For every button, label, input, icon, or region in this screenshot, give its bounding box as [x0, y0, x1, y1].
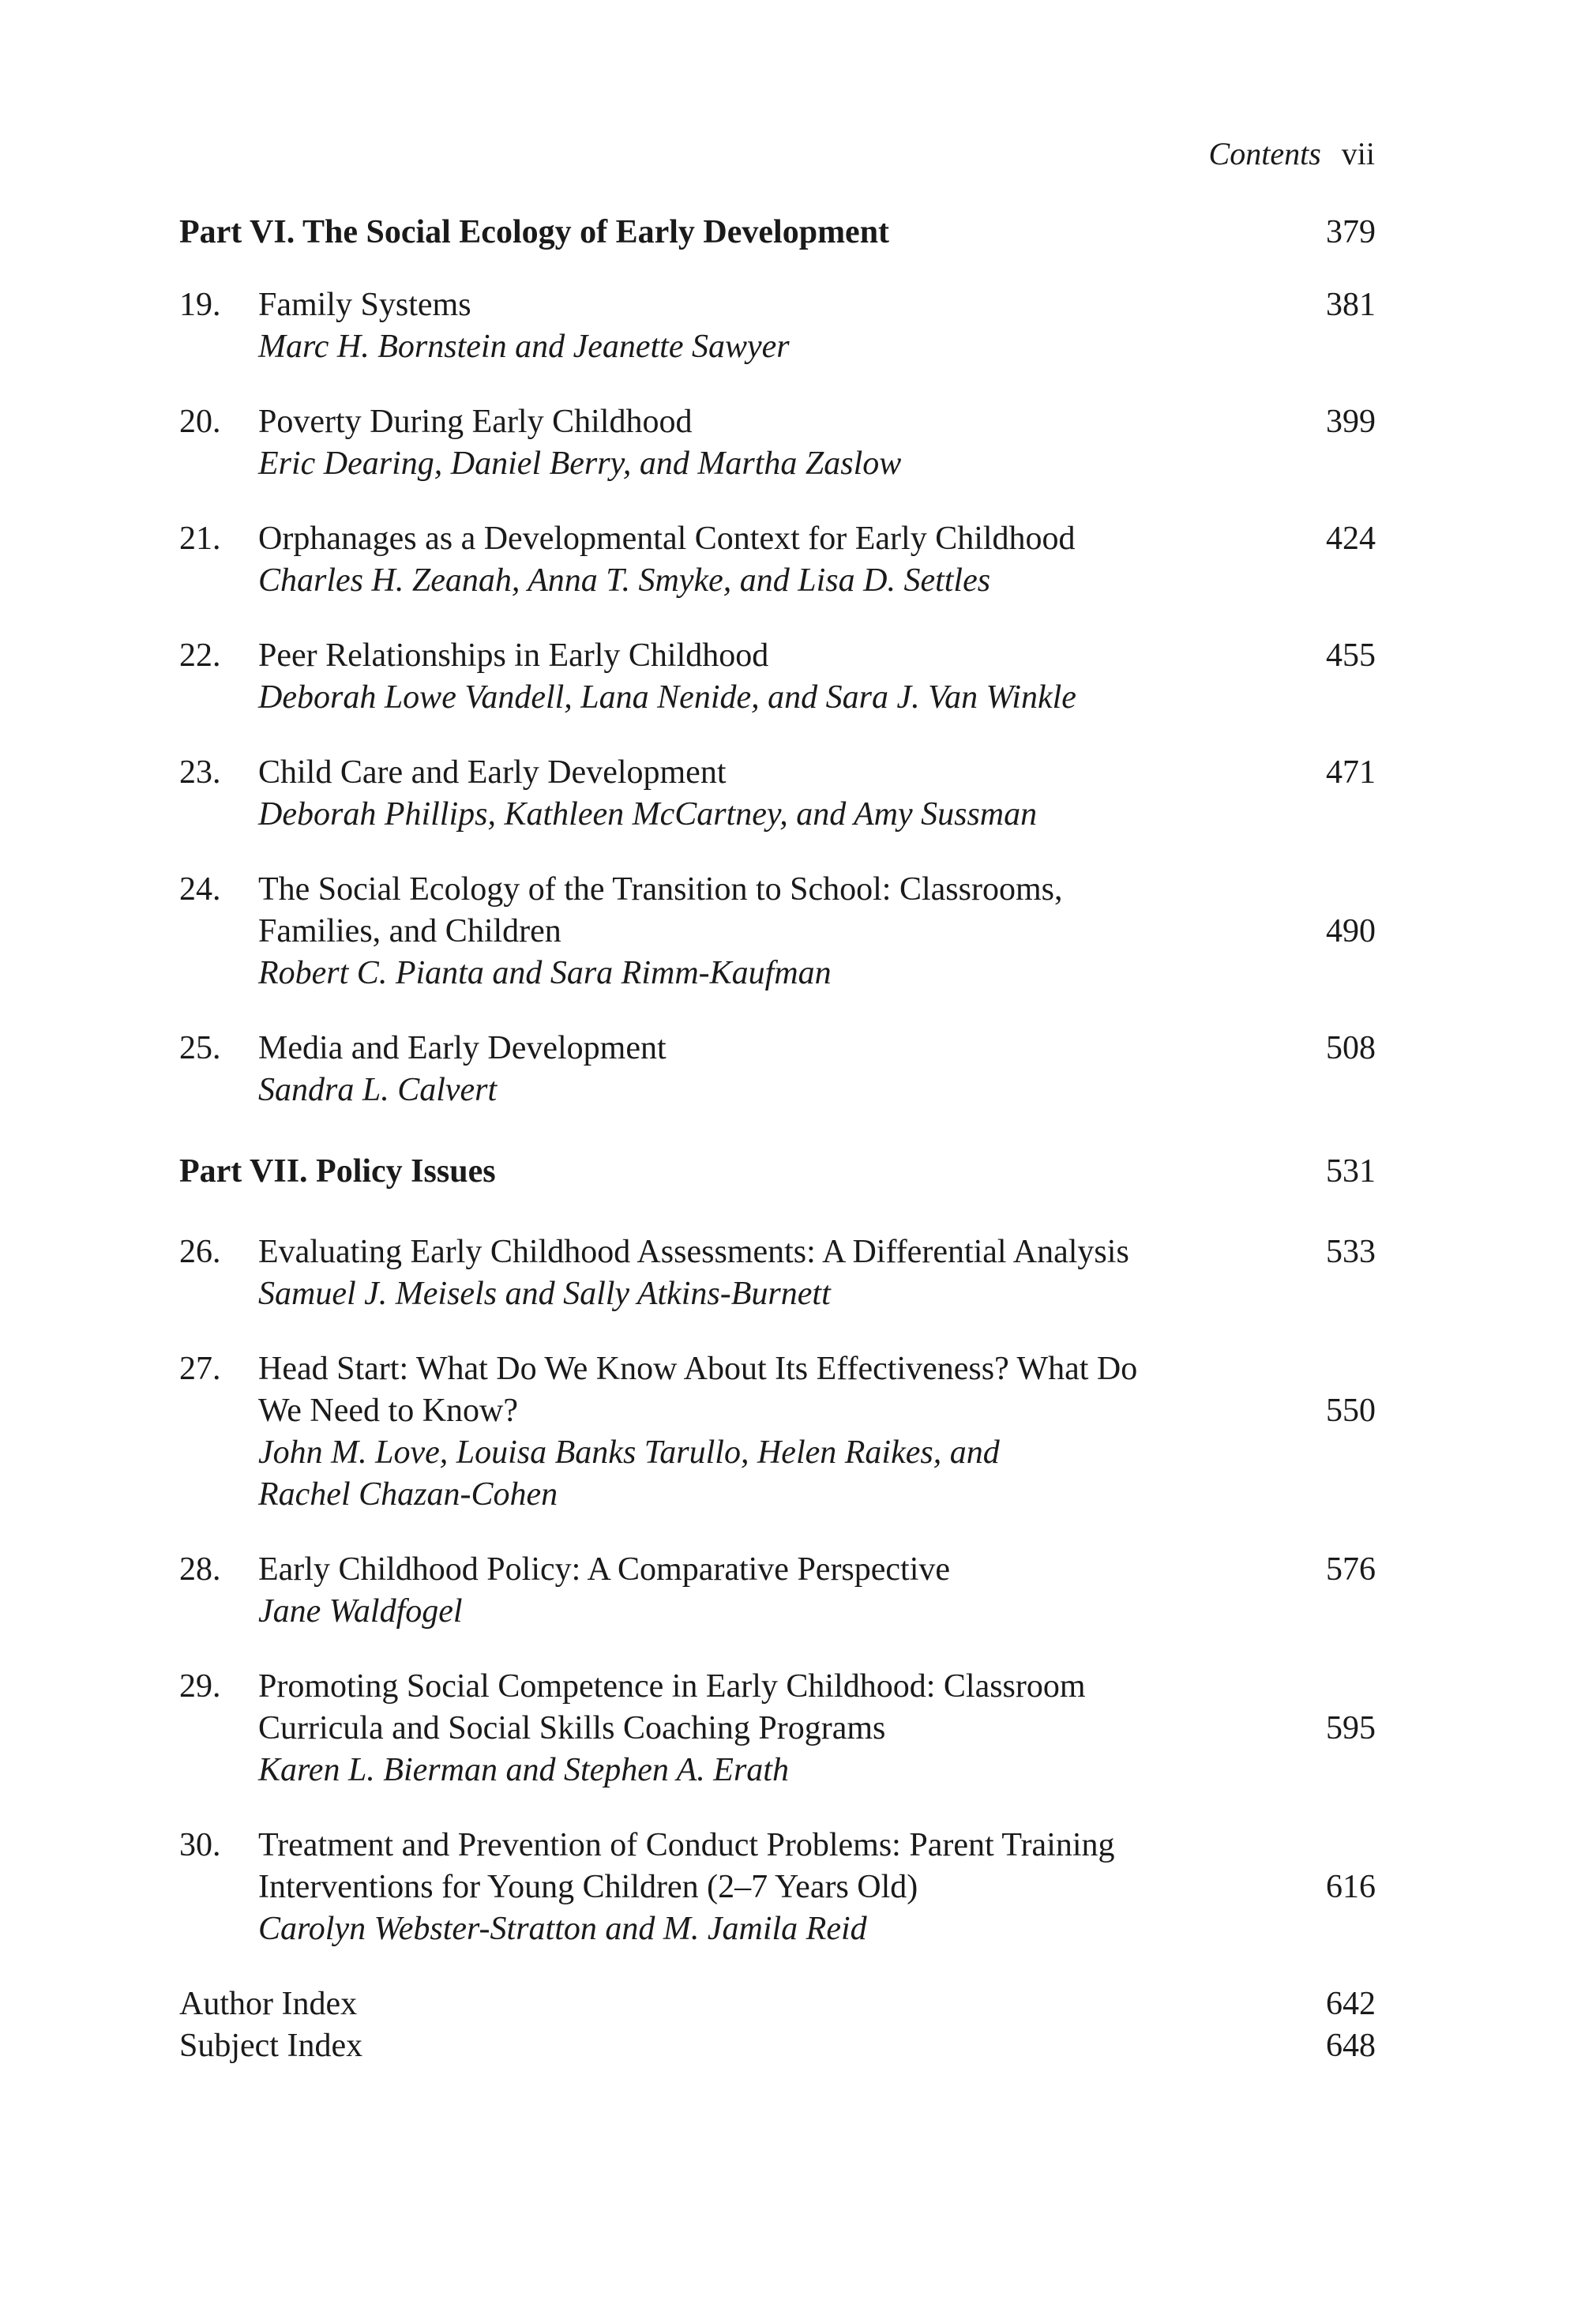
chapter-authors: Karen L. Bierman and Stephen A. Erath — [258, 1752, 789, 1788]
chapter-title: The Social Ecology of the Transition to School: Classrooms, — [258, 871, 1063, 908]
chapter-authors: Samuel J. Meisels and Sally Atkins-Burnett — [258, 1276, 831, 1312]
chapter-number: 26. — [179, 1234, 221, 1270]
chapter-number: 25. — [179, 1030, 221, 1066]
chapter-authors: John M. Love, Louisa Banks Tarullo, Helen Raikes, and — [258, 1434, 1000, 1471]
part-heading — [179, 1151, 1376, 1192]
chapter-title-row — [258, 1231, 1376, 1273]
chapter-title: Early Childhood Policy: A Comparative Perspective — [258, 1551, 951, 1588]
chapter-authors: Jane Waldfogel — [258, 1593, 463, 1630]
index-page: 642 — [1326, 1986, 1376, 2022]
chapter-page: 471 — [1326, 754, 1376, 791]
chapter-title: Interventions for Young Children (2–7 Years Old) — [258, 1869, 918, 1905]
chapter-number: 22. — [179, 637, 221, 674]
toc-entry — [179, 1549, 1376, 1633]
table-of-contents — [179, 212, 1376, 2067]
chapter-page: 550 — [1326, 1393, 1376, 1429]
chapter-list-part-6 — [179, 284, 1376, 1111]
chapter-number: 29. — [179, 1668, 221, 1705]
part-heading — [179, 212, 1376, 253]
chapter-title: Family Systems — [258, 287, 471, 323]
chapter-page: 381 — [1326, 287, 1376, 323]
chapter-title: Evaluating Early Childhood Assessments: A Differential Analysis — [258, 1234, 1129, 1270]
toc-entry — [179, 1825, 1376, 1950]
chapter-authors: Charles H. Zeanah, Anna T. Smyke, and Lisa D. Settles — [258, 562, 991, 599]
index-entry — [179, 1983, 1376, 2025]
chapter-title-row — [258, 1708, 1376, 1750]
part-page: 531 — [1326, 1153, 1376, 1190]
chapter-title-row — [258, 752, 1376, 794]
chapter-number: 27. — [179, 1351, 221, 1387]
toc-entry — [179, 1666, 1376, 1791]
chapter-authors: Marc H. Bornstein and Jeanette Sawyer — [258, 329, 790, 365]
chapter-title-row — [258, 518, 1376, 560]
chapter-title-row — [258, 401, 1376, 443]
chapter-title: Child Care and Early Development — [258, 754, 727, 791]
chapter-title-row — [258, 284, 1376, 326]
index-page: 648 — [1326, 2028, 1376, 2064]
running-head — [1209, 134, 1375, 174]
toc-entry — [179, 752, 1376, 836]
toc-entry — [179, 401, 1376, 485]
chapter-authors: Robert C. Pianta and Sara Rimm-Kaufman — [258, 955, 832, 991]
toc-entry — [179, 869, 1376, 994]
index-label: Subject Index — [179, 2028, 363, 2064]
chapter-title: Treatment and Prevention of Conduct Problems: Parent Training — [258, 1827, 1115, 1863]
toc-entry — [179, 1231, 1376, 1315]
chapter-title: Orphanages as a Developmental Context for Early Childhood — [258, 521, 1076, 557]
chapter-title-row — [258, 911, 1376, 953]
chapter-title-row — [258, 1390, 1376, 1432]
chapter-title: Curricula and Social Skills Coaching Programs — [258, 1710, 886, 1746]
chapter-number: 21. — [179, 521, 221, 557]
chapter-title-row — [258, 635, 1376, 677]
chapter-page: 490 — [1326, 913, 1376, 949]
chapter-authors: Deborah Lowe Vandell, Lana Nenide, and Sara J. Van Winkle — [258, 679, 1076, 716]
chapter-page: 424 — [1326, 521, 1376, 557]
chapter-title: Media and Early Development — [258, 1030, 667, 1066]
part-page: 379 — [1326, 214, 1376, 250]
toc-entry — [179, 518, 1376, 602]
chapter-title-row — [258, 1867, 1376, 1908]
chapter-title-row — [258, 1549, 1376, 1591]
chapter-number: 30. — [179, 1827, 221, 1863]
chapter-title: Peer Relationships in Early Childhood — [258, 637, 769, 674]
chapter-page: 533 — [1326, 1234, 1376, 1270]
chapter-title-row — [258, 1028, 1376, 1070]
part-label: Part VI. The Social Ecology of Early Development — [179, 214, 890, 250]
chapter-authors: Deborah Phillips, Kathleen McCartney, and Amy Sussman — [258, 796, 1038, 833]
chapter-title: We Need to Know? — [258, 1393, 519, 1429]
running-head-page: vii — [1341, 136, 1375, 171]
chapter-page: 595 — [1326, 1710, 1376, 1746]
chapter-authors: Eric Dearing, Daniel Berry, and Martha Zaslow — [258, 445, 902, 482]
chapter-number: 19. — [179, 287, 221, 323]
chapter-page: 616 — [1326, 1869, 1376, 1905]
index-entry — [179, 2025, 1376, 2067]
running-head-title: Contents — [1208, 136, 1321, 171]
chapter-page: 399 — [1326, 404, 1376, 440]
index-label: Author Index — [179, 1986, 358, 2022]
chapter-authors: Carolyn Webster-Stratton and M. Jamila Reid — [258, 1911, 867, 1947]
chapter-number: 28. — [179, 1551, 221, 1588]
chapter-page: 508 — [1326, 1030, 1376, 1066]
chapter-authors: Sandra L. Calvert — [258, 1072, 498, 1108]
chapter-title: Promoting Social Competence in Early Childhood: Classroom — [258, 1668, 1086, 1705]
chapter-number: 24. — [179, 871, 221, 908]
chapter-page: 576 — [1326, 1551, 1376, 1588]
chapter-title: Head Start: What Do We Know About Its Effectiveness? What Do — [258, 1351, 1138, 1387]
chapter-page: 455 — [1326, 637, 1376, 674]
toc-entry — [179, 284, 1376, 368]
chapter-number: 23. — [179, 754, 221, 791]
chapter-number: 20. — [179, 404, 221, 440]
part-label: Part VII. Policy Issues — [179, 1153, 496, 1190]
toc-entry — [179, 1348, 1376, 1516]
index-list — [179, 1983, 1376, 2067]
chapter-title: Families, and Children — [258, 913, 561, 949]
chapter-list-part-7 — [179, 1231, 1376, 1950]
chapter-title: Poverty During Early Childhood — [258, 404, 693, 440]
chapter-authors: Rachel Chazan-Cohen — [258, 1476, 558, 1513]
toc-entry — [179, 635, 1376, 719]
toc-entry — [179, 1028, 1376, 1111]
